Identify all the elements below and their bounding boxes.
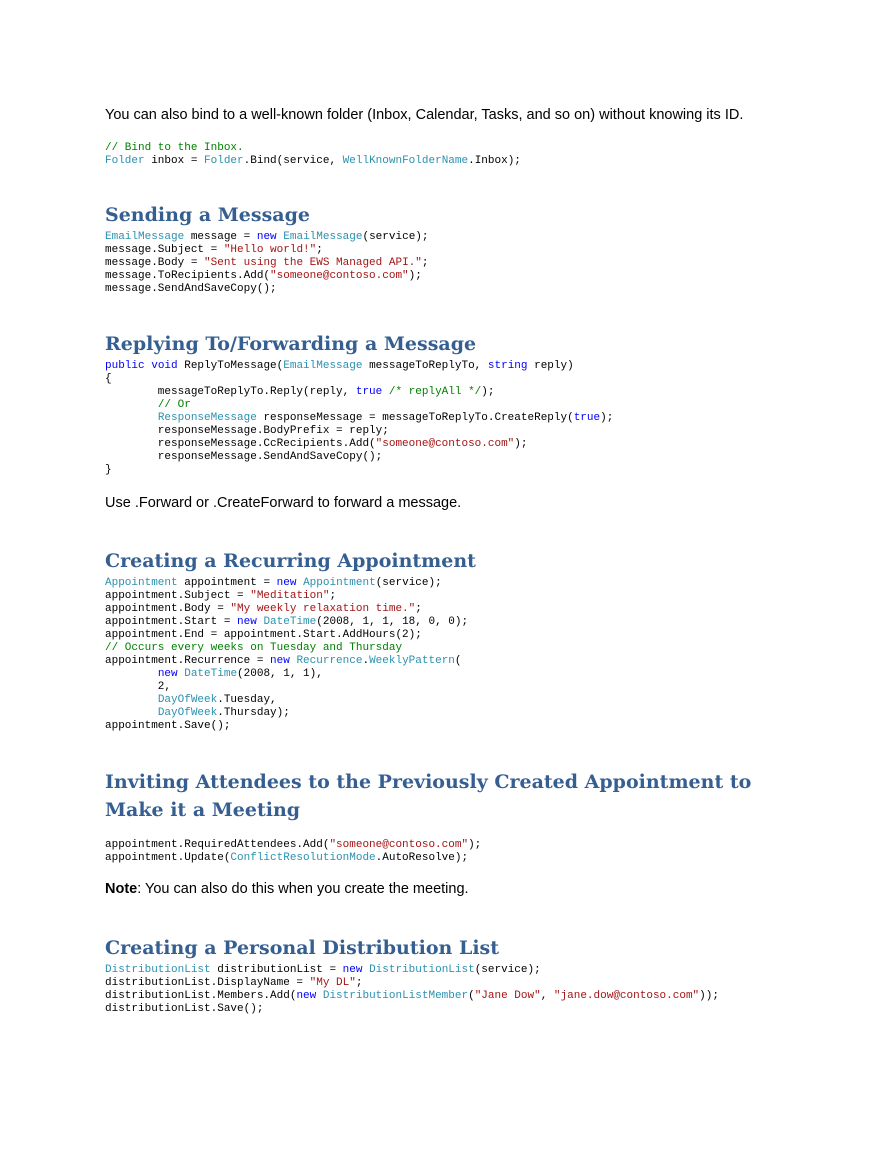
- code-text: .AutoResolve);: [375, 852, 469, 864]
- code-string: "someone@contoso.com": [329, 839, 469, 851]
- code-block: [105, 964, 719, 1016]
- code-text: 2,: [105, 681, 172, 693]
- code-text: distributionList =: [210, 964, 343, 976]
- code-line: [105, 360, 574, 372]
- note-label: Note: [105, 881, 138, 897]
- code-string: "Meditation": [250, 590, 330, 602]
- code-text: [105, 412, 158, 424]
- code-type: Appointment: [105, 577, 178, 589]
- code-type: EmailMessage: [283, 360, 363, 372]
- code-block: [105, 142, 521, 168]
- code-text: .Tuesday,: [217, 694, 277, 706]
- code-text: message.ToRecipients.Add(: [105, 270, 271, 282]
- code-keyword: new: [157, 668, 178, 680]
- code-type: WellKnownFolderName: [342, 155, 469, 167]
- code-text: ReplyToMessage(: [177, 360, 284, 372]
- code-text: message =: [184, 231, 257, 243]
- code-block: [105, 577, 468, 733]
- code-text: (: [468, 990, 475, 1002]
- code-line: [105, 964, 541, 976]
- code-keyword: new: [342, 964, 363, 976]
- code-line: [105, 283, 277, 295]
- code-text: distributionList.DisplayName =: [105, 977, 310, 989]
- code-text: ,: [540, 990, 554, 1002]
- code-comment: // Bind to the Inbox.: [105, 142, 244, 154]
- code-string: "My DL": [309, 977, 356, 989]
- code-type: EmailMessage: [105, 231, 185, 243]
- code-string: "someone@contoso.com": [270, 270, 409, 282]
- code-keyword: true: [355, 386, 383, 398]
- code-line: [105, 231, 429, 243]
- code-block: [105, 839, 481, 865]
- code-text: ;: [316, 244, 323, 256]
- section-heading: Inviting Attendees to the Previously Created Appointment to Make it a Meeting: [105, 771, 752, 821]
- code-text: ;: [421, 257, 429, 269]
- code-text: {: [105, 373, 112, 385]
- code-line: [105, 464, 112, 476]
- code-line: [105, 1003, 263, 1015]
- code-keyword: new: [276, 577, 297, 589]
- code-text: appointment.Update(: [105, 852, 231, 864]
- code-comment: // Occurs every weeks on Tuesday and Thursday: [105, 642, 403, 654]
- code-type: ResponseMessage: [157, 412, 257, 424]
- code-text: distributionList.Members.Add(: [105, 990, 297, 1002]
- code-keyword: void: [151, 360, 178, 372]
- code-text: );: [514, 438, 528, 450]
- code-text: reply): [527, 360, 574, 372]
- code-line: [105, 451, 382, 463]
- code-keyword: new: [237, 616, 257, 628]
- code-type: WeeklyPattern: [369, 655, 455, 667]
- code-comment: /* replyAll */: [388, 386, 482, 398]
- code-type: Appointment: [303, 577, 376, 589]
- code-text: );: [481, 386, 495, 398]
- intro-paragraph: You can also bind to a well-known folder (Inbox, Calendar, Tasks, and so on) without knowing its ID.: [105, 107, 744, 123]
- code-type: DayOfWeek: [157, 694, 218, 706]
- code-text: message.SendAndSaveCopy();: [105, 283, 277, 295]
- code-line: [105, 694, 277, 706]
- code-text: (service);: [375, 577, 442, 589]
- code-keyword: public: [105, 360, 145, 372]
- code-string: "Sent using the EWS Managed API.": [204, 257, 422, 269]
- code-line: [105, 577, 442, 589]
- code-text: [105, 694, 158, 706]
- section-note: [105, 880, 469, 898]
- code-text: messageToReplyTo,: [362, 360, 488, 372]
- code-string: "My weekly relaxation time.": [230, 603, 416, 615]
- code-line: [105, 977, 362, 989]
- code-line: [105, 399, 191, 411]
- code-line: [105, 386, 494, 398]
- code-text: (2008, 1, 1, 18, 0, 0);: [316, 616, 469, 628]
- section-heading: Replying To/Forwarding a Message: [105, 333, 477, 355]
- note-text: : You can also do this when you create the meeting.: [137, 881, 469, 897]
- code-line: [105, 244, 323, 256]
- code-type: DistributionListMember: [322, 990, 469, 1002]
- code-keyword: new: [270, 655, 290, 667]
- code-text: messageToReplyTo.Reply(reply,: [105, 386, 356, 398]
- code-text: inbox =: [144, 155, 205, 167]
- code-text: appointment.Save();: [105, 720, 231, 732]
- code-line: [105, 839, 481, 851]
- code-type: Recurrence: [296, 655, 363, 667]
- code-string: "Hello world!": [223, 244, 317, 256]
- code-type: DateTime: [184, 668, 238, 680]
- code-line: [105, 655, 462, 667]
- code-keyword: new: [296, 990, 317, 1002]
- code-line: [105, 720, 230, 732]
- code-text: responseMessage.SendAndSaveCopy();: [105, 451, 383, 463]
- code-line: [105, 412, 613, 424]
- code-text: appointment.Body =: [105, 603, 231, 615]
- code-text: .: [362, 655, 370, 667]
- code-text: ));: [699, 990, 719, 1002]
- code-text: appointment.Start =: [105, 616, 238, 628]
- code-line: [105, 438, 527, 450]
- code-line: [105, 155, 521, 167]
- section-heading: Creating a Recurring Appointment: [105, 550, 476, 572]
- code-text: );: [408, 270, 422, 282]
- code-text: responseMessage = messageToReplyTo.CreateReply(: [256, 412, 574, 424]
- code-comment: // Or: [157, 399, 191, 411]
- code-text: appointment.Subject =: [105, 590, 251, 602]
- code-string: "Jane Dow": [474, 990, 541, 1002]
- code-text: ;: [329, 590, 337, 602]
- code-type: DayOfWeek: [157, 707, 218, 719]
- code-type: ConflictResolutionMode: [230, 852, 376, 864]
- code-keyword: true: [573, 412, 601, 424]
- code-text: responseMessage.BodyPrefix = reply;: [105, 425, 389, 437]
- code-type: EmailMessage: [283, 231, 363, 243]
- code-text: ;: [355, 977, 363, 989]
- code-text: (service);: [474, 964, 541, 976]
- section-note: Use .Forward or .CreateForward to forward a message.: [105, 495, 462, 511]
- code-line: [105, 142, 244, 154]
- code-text: [105, 399, 158, 411]
- code-text: message.Body =: [105, 257, 205, 269]
- code-text: message.Subject =: [105, 244, 224, 256]
- code-text: ;: [415, 603, 422, 615]
- code-text: responseMessage.CcRecipients.Add(: [105, 438, 376, 450]
- code-text: (service);: [362, 231, 429, 243]
- code-text: distributionList.Save();: [105, 1003, 264, 1015]
- code-text: [316, 990, 323, 1002]
- code-text: .Thursday);: [217, 707, 290, 719]
- code-text: [105, 707, 158, 719]
- code-text: );: [600, 412, 614, 424]
- code-text: appointment =: [177, 577, 277, 589]
- code-line: [105, 270, 422, 282]
- code-line: [105, 373, 112, 385]
- code-block: [105, 231, 429, 296]
- code-string: "jane.dow@contoso.com": [553, 990, 700, 1002]
- code-line: [105, 707, 290, 719]
- code-type: DistributionList: [105, 964, 211, 976]
- code-text: .Bind(service,: [243, 155, 343, 167]
- section-heading: Sending a Message: [105, 204, 310, 226]
- code-text: appointment.RequiredAttendees.Add(: [105, 839, 330, 851]
- code-string: "someone@contoso.com": [375, 438, 515, 450]
- code-line: [105, 642, 402, 654]
- code-text: );: [468, 839, 482, 851]
- code-text: [382, 386, 389, 398]
- code-text: appointment.End = appointment.Start.AddHours(2);: [105, 629, 422, 641]
- code-type: Folder: [105, 155, 145, 167]
- code-type: DateTime: [263, 616, 317, 628]
- code-text: [105, 668, 158, 680]
- code-line: [105, 603, 422, 615]
- code-text: (2008, 1, 1),: [237, 668, 323, 680]
- code-line: [105, 990, 719, 1002]
- code-text: (: [454, 655, 462, 667]
- code-type: DistributionList: [369, 964, 475, 976]
- code-line: [105, 852, 468, 864]
- code-type: Folder: [204, 155, 244, 167]
- code-line: [105, 616, 468, 628]
- code-text: appointment.Recurrence =: [105, 655, 271, 667]
- code-keyword: string: [487, 360, 528, 372]
- code-text: .Inbox);: [468, 155, 521, 167]
- code-text: }: [105, 464, 112, 476]
- code-block: [105, 360, 613, 477]
- code-line: [105, 668, 323, 680]
- section-heading: Creating a Personal Distribution List: [105, 937, 500, 959]
- code-line: [105, 257, 428, 269]
- code-line: [105, 425, 389, 437]
- code-line: [105, 590, 336, 602]
- code-keyword: new: [256, 231, 277, 243]
- code-line: [105, 629, 422, 641]
- code-line: [105, 681, 171, 693]
